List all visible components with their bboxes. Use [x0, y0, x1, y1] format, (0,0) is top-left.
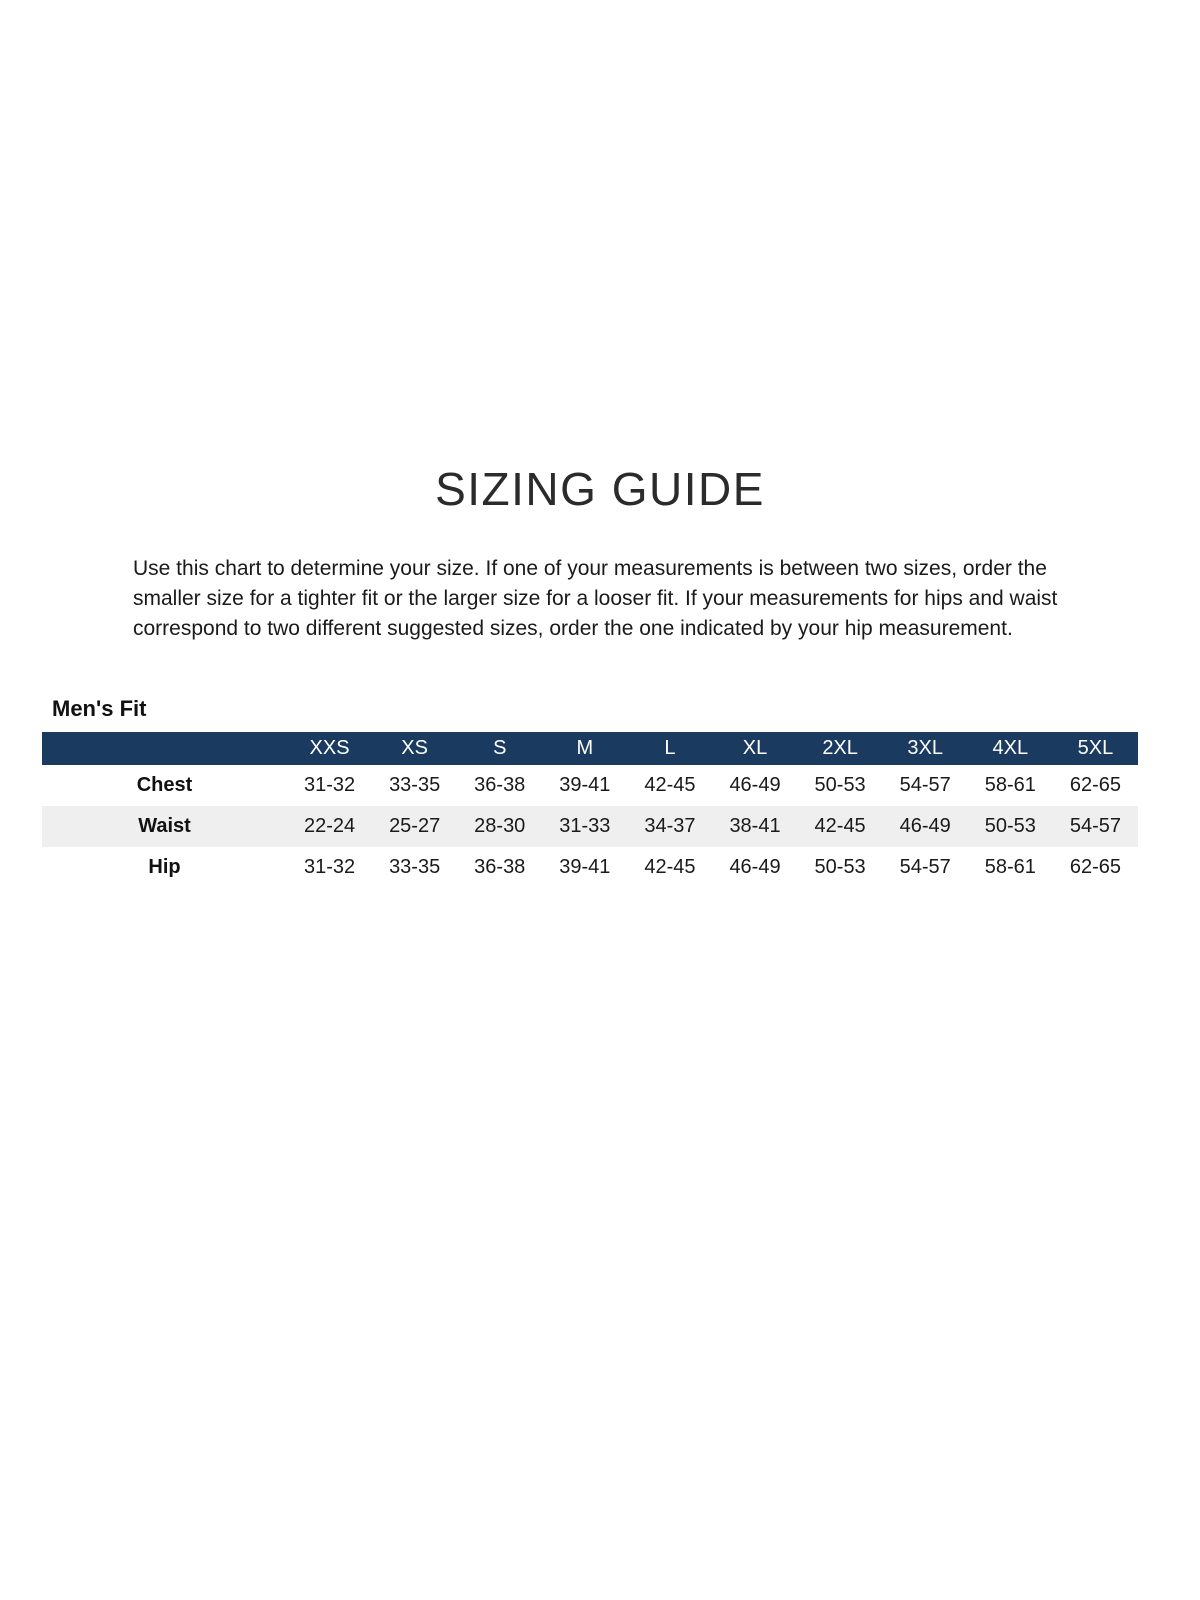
size-cell: 42-45 — [644, 774, 696, 796]
size-cell: 62-65 — [1069, 774, 1121, 796]
size-cell: 25-27 — [389, 815, 441, 837]
size-column-header: M — [576, 737, 594, 759]
measurement-row-chest — [42, 765, 1138, 806]
size-cell: 46-49 — [729, 856, 781, 878]
size-cell: 33-35 — [389, 856, 441, 878]
size-cell: 31-33 — [559, 815, 611, 837]
size-cell: 31-32 — [303, 774, 356, 796]
size-cell: 46-49 — [899, 815, 951, 837]
size-column-header: L — [664, 737, 676, 759]
intro-paragraph: Use this chart to determine your size. If one of your measurements is between two sizes, order the smaller size for a tighter fit or the larger size for a looser fit. If your measurements for hips and waist correspond to two different suggested sizes, order the one indicated by your hip measurement. — [133, 557, 1058, 640]
size-cell: 58-61 — [984, 774, 1036, 796]
size-cell: 54-57 — [899, 774, 951, 796]
size-cell: 46-49 — [729, 774, 781, 796]
size-cell: 31-32 — [303, 856, 356, 878]
row-label: Hip — [148, 856, 181, 878]
size-cell: 50-53 — [814, 774, 866, 796]
size-cell: 36-38 — [474, 774, 526, 796]
size-cell: 42-45 — [644, 856, 696, 878]
size-cell: 28-30 — [474, 815, 526, 837]
size-cell: 50-53 — [984, 815, 1036, 837]
corner-cell — [42, 732, 287, 765]
row-label: Waist — [138, 815, 191, 837]
size-cell: 39-41 — [559, 774, 611, 796]
size-cell: 38-41 — [729, 815, 781, 837]
size-cell: 33-35 — [389, 774, 441, 796]
size-cell: 22-24 — [303, 815, 356, 837]
sizing-table — [42, 732, 1138, 888]
table-header-row — [42, 732, 1138, 765]
size-cell: 39-41 — [559, 856, 611, 878]
section-label-mens-fit: Men's Fit — [52, 696, 147, 721]
size-cell: 34-37 — [644, 815, 696, 837]
size-column-header: 5XL — [1077, 737, 1114, 759]
measurement-row-waist — [42, 806, 1138, 847]
size-column-header: XXS — [309, 737, 350, 759]
size-column-header: 3XL — [907, 737, 943, 759]
size-column-header: XL — [742, 737, 768, 759]
size-cell: 62-65 — [1069, 856, 1121, 878]
size-cell: 42-45 — [814, 815, 866, 837]
size-column-header: 4XL — [992, 737, 1029, 759]
size-cell: 36-38 — [474, 856, 526, 878]
size-cell: 50-53 — [814, 856, 866, 878]
size-column-header: XS — [401, 737, 428, 759]
measurement-row-hip — [42, 847, 1138, 888]
page-title: SIZING GUIDE — [435, 463, 765, 515]
row-label: Chest — [136, 774, 193, 796]
size-cell: 54-57 — [899, 856, 951, 878]
size-column-header: 2XL — [822, 737, 858, 759]
size-cell: 54-57 — [1069, 815, 1121, 837]
size-column-header: S — [493, 737, 507, 759]
size-cell: 58-61 — [984, 856, 1036, 878]
